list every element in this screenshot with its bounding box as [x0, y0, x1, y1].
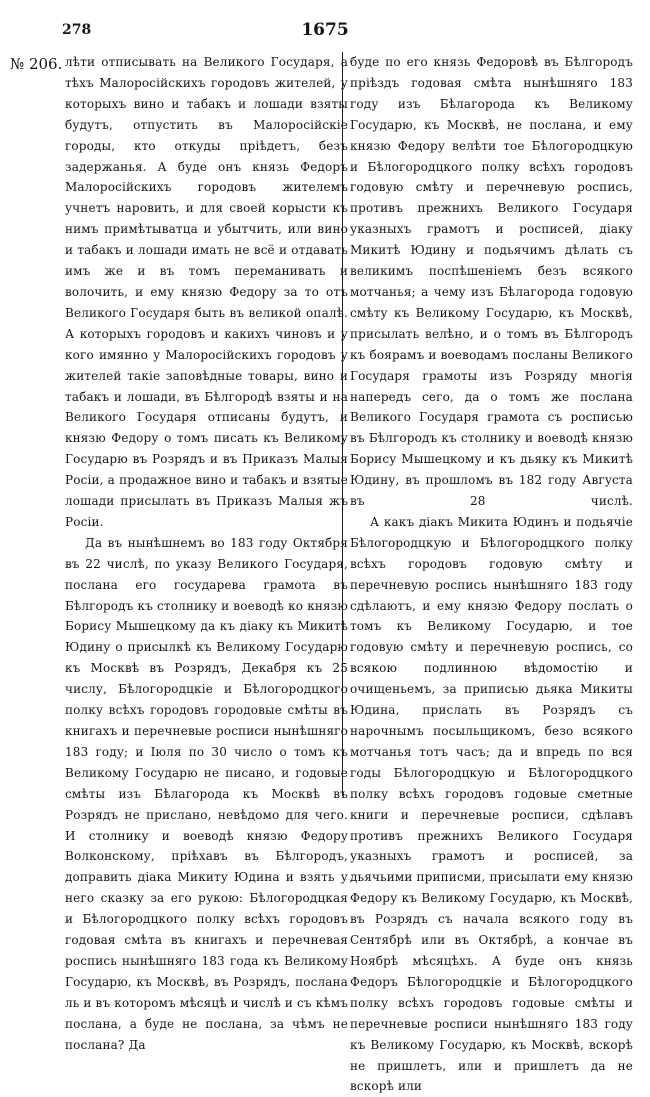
paragraph: буде по его князь Федоровѣ въ Бѣлгородъ пріѣздъ годовая смѣта нынѣшняго 183 году изъ Бѣлагорода къ Великому Государю, къ Москвѣ, не послана, и ему князю Федору велѣти тое Бѣлогородцкую и Бѣлогородцкого полку всѣхъ городовъ годовую смѣту и перечневую роспись, противъ прежнихъ Великого Государя указныхъ грамотъ и росписей, дiаку Микитѣ Юдину и подьячимъ дѣлать съ великимъ поспѣшеніемъ безъ всякого мотчанья; а чему изъ Бѣлагорода годовую смѣту къ Великому Государю, къ Москвѣ, присылать велѣно, и о томъ въ Бѣлгородъ къ боярамъ и воеводамъ посланы Великого Государя грамоты изъ Розряду многія напередъ сего, да о томъ же послана Великого Государя грамота съ росписью въ Бѣлгородъ къ столнику и воеводѣ князю Борису Мышецкому и къ дьяку къ Микитѣ Юдину, въ прошломъ въ 182 году Августа въ 28 числѣ. — [350, 55, 633, 509]
paragraph: А какъ дiакъ Микита Юдинъ и подьячіе Бѣлогородцкую и Бѣлогородцкого полку всѣхъ городовъ годовую смѣту и перечневую роспись нынѣшняго 183 году сдѣлаютъ, и ему князю Федору послать о томъ къ Великому Государю, и тое годовую смѣту и перечневую роспись, со всякою подлинною вѣдомостію и очищеньемъ, за приписью дьяка Микиты Юдина, прислать въ Розрядъ съ нарочнымъ посыльщикомъ, безо всякого мотчанья тотъ часъ; да и впредь по вся годы Бѣлогородцкую и Бѣлогородцкого полку всѣхъ городовъ годовые сметные книги и перечневые росписи, сдѣлавъ противъ прежнихъ Великого Государя указныхъ грамотъ и росписей, за дьячьими приписми, присылати ему князю Федору къ Великому Государю, къ Москвѣ, въ Розрядъ съ начала всякого году въ Сентябрѣ или въ Октябрѣ, а кончае въ Ноябрѣ мѣсяцѣхъ. А буде онъ князь Федоръ Бѣлогородцкіе и Бѣлогородцкого полку всѣхъ городовъ годовые смѣты и перечневые росписи нынѣшняго 183 году къ Великому Государю, къ Москвѣ, вскорѣ не пришлетъ, или и пришлетъ да не вскорѣ или — [350, 514, 633, 1094]
right-column — [350, 52, 633, 1097]
year-heading: 1675 — [301, 20, 349, 40]
left-column — [65, 52, 348, 1056]
document-number: № 206. — [10, 55, 63, 73]
page-number: 278 — [62, 22, 92, 38]
paragraph: лѣти отписывать на Великого Государя, а тѣхъ Малоросійскихъ городовъ жителей, у которыхъ вино и табакъ и лошади взяты будутъ, отпустить въ Малоросійскіе городы, кто откуды пріѣдетъ, безъ задержанья. А буде онъ князь Федоръ Малоросійскихъ городовъ жителемъ учнетъ наровить, и для своей корысти къ нимъ примѣтыватца и убытчить, или вино и табакъ и лошади имать не всё и отдавать имъ же и въ томъ переманивать и волочить, и ему князю Федору за то отъ Великого Государя быть въ великой опалѣ. А которыхъ городовъ и какихъ чиновъ и у кого имянно у Малоросійскихъ городовъ у жителей такіе заповѣдные товары, вино и табакъ и лошади, въ Бѣлгородѣ взяты и на Великого Государя отписаны будутъ, и князю Федору о томъ писать къ Великому Государю въ Розрядъ и въ Приказъ Малыя Росіи, а продажное вино и табакъ и взятые лошади присылать въ Приказъ Малыя жъ Росіи. — [65, 55, 348, 529]
column-divider — [342, 52, 343, 796]
paragraph: Да въ нынѣшнемъ во 183 году Октября въ 22 числѣ, по указу Великого Государя, послана его государева грамота въ Бѣлгородъ къ столнику и воеводѣ ко князю Борису Мышецкому да къ дiаку къ Микитѣ Юдину о присылкѣ къ Великому Государю къ Москвѣ въ Розрядъ, Декабря къ 25 числу, Бѣлогородцкіе и Бѣлогородцкого полку всѣхъ городовъ городовые смѣты въ книгахъ и перечневые росписи нынѣшняго 183 году; и Iюля по 30 число о томъ къ Великому Государю не писано, и годовые смѣты изъ Бѣлагорода къ Москвѣ въ Розрядъ не прислано, невѣдомо для чего. И столнику и воеводѣ князю Федору Волконскому, пріѣхавъ въ Бѣлгородъ, доправить дiака Микиту Юдина и взять у него сказку за его рукою: Бѣлогородцкая и Бѣлогородцкого полку всѣхъ городовъ годовая смѣта въ книгахъ и перечневая роспись нынѣшняго 183 года къ Великому Государю, къ Москвѣ, въ Розрядъ, послана ль и въ которомъ мѣсяцѣ и числѣ и съ кѣмъ послана, а буде не послана, за чѣмъ не послана? Да — [65, 535, 348, 1052]
